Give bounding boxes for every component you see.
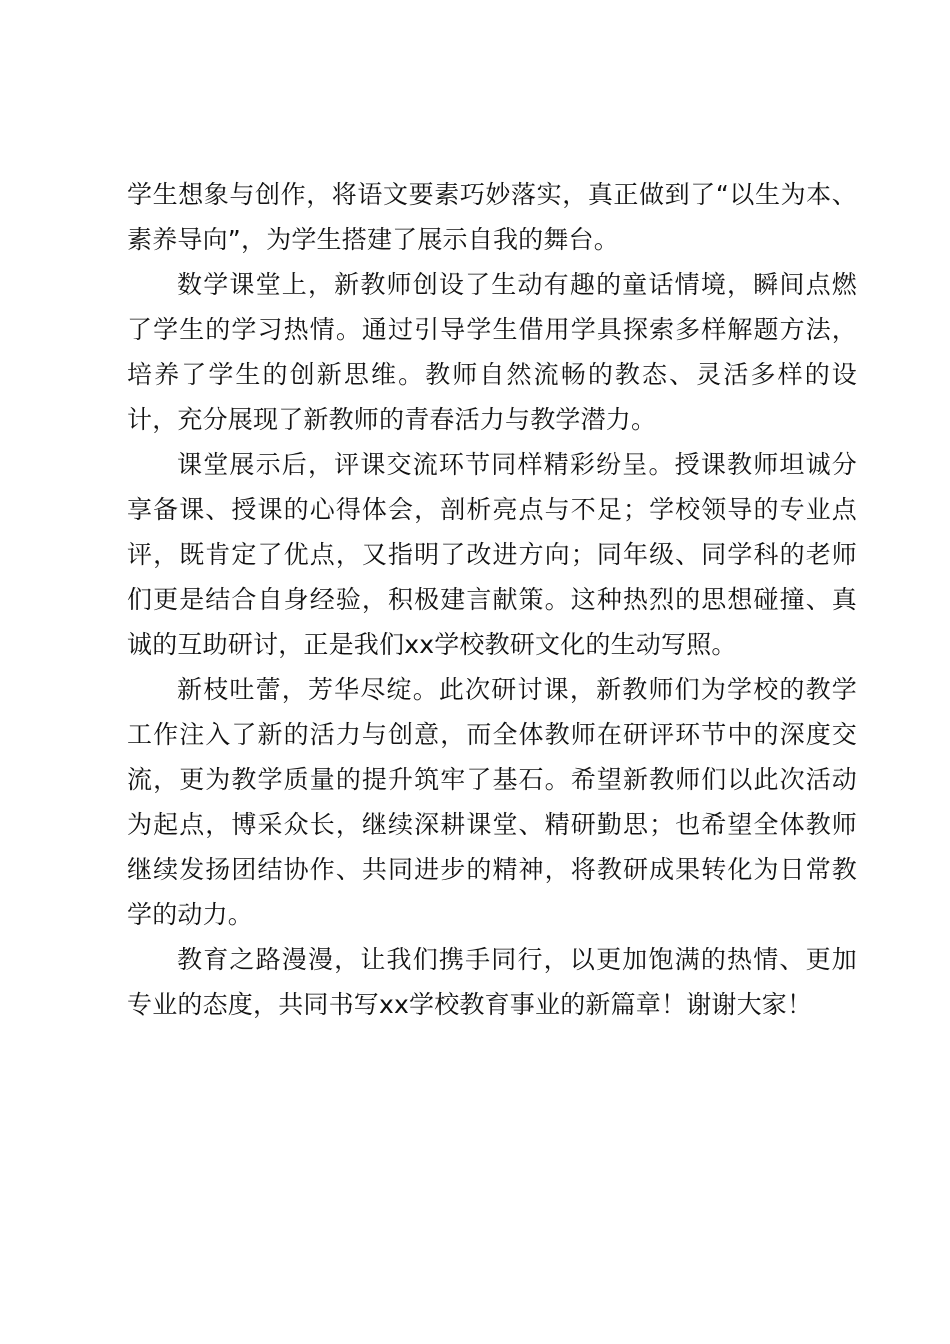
paragraph-evaluation: 课堂展示后，评课交流环节同样精彩纷呈。授课教师坦诚分享备课、授课的心得体会，剖析亮点与不足；学校领导的专业点评，既肯定了优点，又指明了改进方向；同年级、同学科的老师们更是结合自身经验，积极建言献策。这种热烈的思想碰撞、真诚的互助研讨，正是我们xx学校教研文化的生动写照。 — [127, 450, 857, 659]
document-body — [127, 172, 857, 1027]
paragraph-math-class: 数学课堂上，新教师创设了生动有趣的童话情境，瞬间点燃了学生的学习热情。通过引导学生借用学具探索多样解题方法，培养了学生的创新思维。教师自然流畅的教态、灵活多样的设计，充分展现了新教师的青春活力与教学潜力。 — [127, 270, 857, 434]
paragraph-new-teachers: 新枝吐蕾，芳华尽绽。此次研讨课，新教师们为学校的教学工作注入了新的活力与创意，而全体教师在研评环节中的深度交流，更为教学质量的提升筑牢了基石。希望新教师们以此次活动为起点，博采众长，继续深耕课堂、精研勤思；也希望全体教师继续发扬团结协作、共同进步的精神，将教研成果转化为日常教学的动力。 — [127, 675, 857, 929]
paragraph-continuation: 学生想象与创作，将语文要素巧妙落实，真正做到了“以生为本、素养导向”，为学生搭建了展示自我的舞台。 — [127, 180, 857, 254]
paragraph-closing: 教育之路漫漫，让我们携手同行，以更加饱满的热情、更加专业的态度，共同书写xx学校教育事业的新篇章！谢谢大家！ — [127, 945, 857, 1019]
